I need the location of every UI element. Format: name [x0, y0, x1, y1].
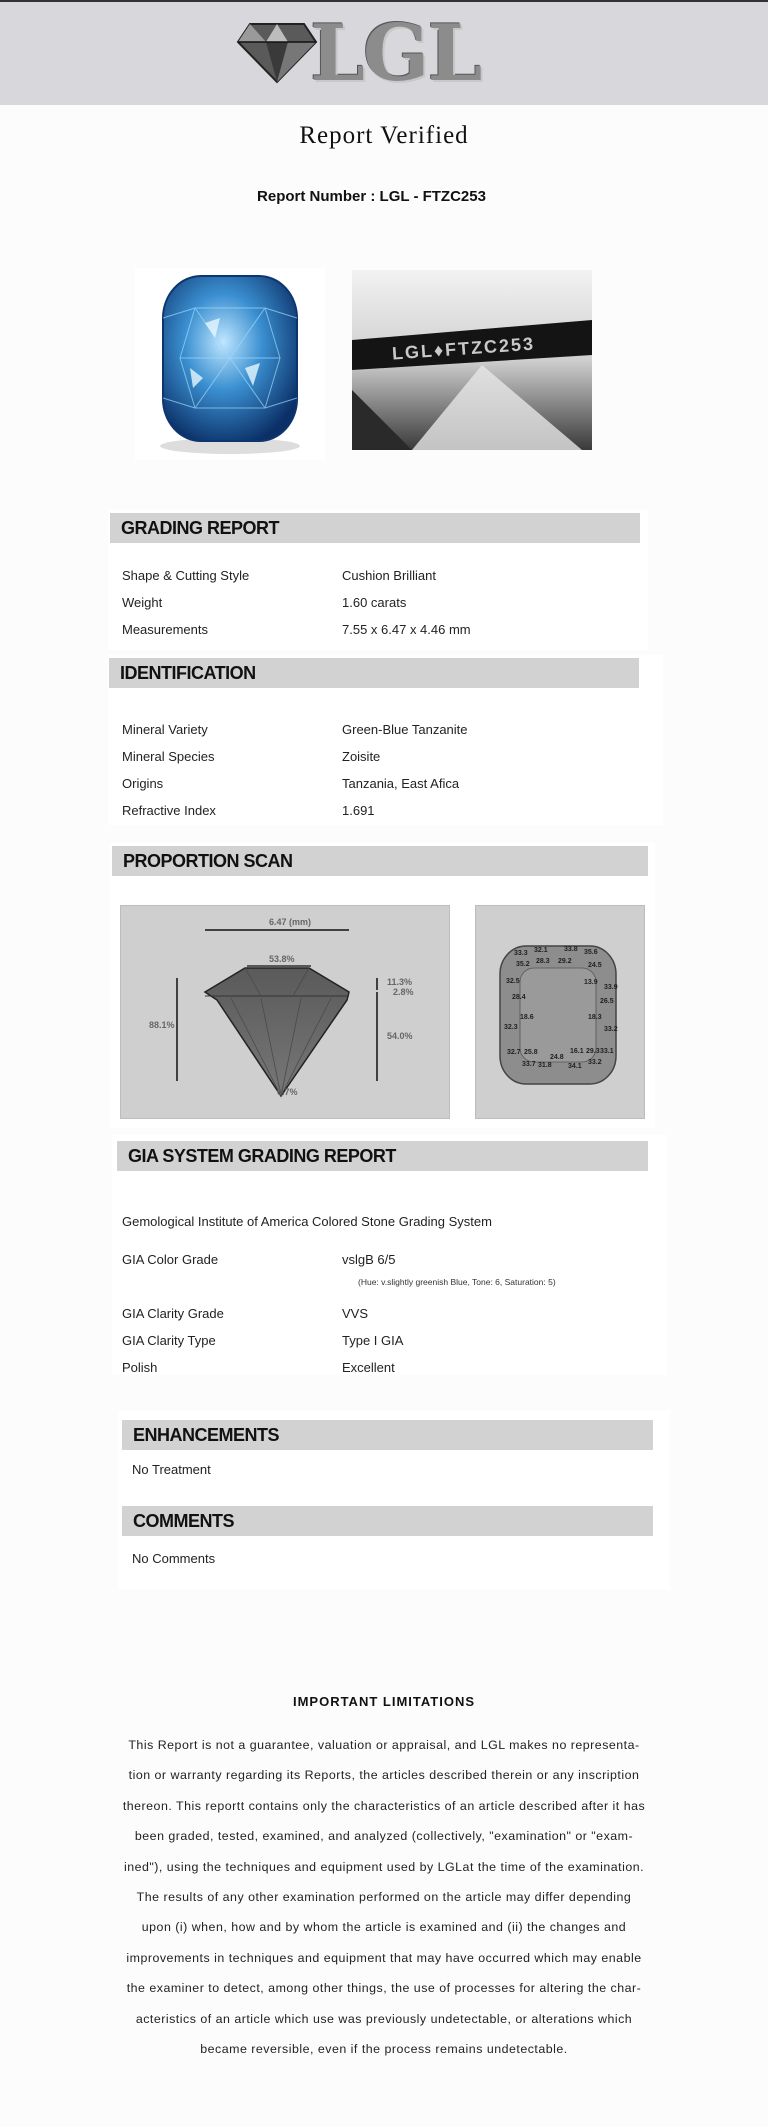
refractive-index-value: 1.691 [342, 803, 375, 818]
top-num: 34.1 [568, 1063, 582, 1070]
pavilion-pct-label: 54.0% [387, 1031, 413, 1041]
top-num: 33.9 [604, 984, 618, 991]
identification-heading: IDENTIFICATION [109, 658, 639, 688]
comments-value: No Comments [132, 1551, 216, 1566]
top-num: 35.6 [584, 949, 598, 956]
limitations-title: IMPORTANT LIMITATIONS [292, 1694, 476, 1709]
top-num: 32.5 [506, 978, 520, 985]
logo-text: LGL [310, 8, 481, 99]
measurements-value: 7.55 x 6.47 x 4.46 mm [342, 622, 471, 637]
gia-heading: GIA SYSTEM GRADING REPORT [117, 1141, 648, 1171]
mineral-variety-label: Mineral Variety [122, 722, 208, 737]
page-title: Report Verified [299, 122, 469, 149]
measurements-label: Measurements [122, 622, 208, 637]
top-num: 33.2 [588, 1059, 602, 1066]
limitations-body [80, 1730, 688, 2064]
lgl-logo [230, 8, 530, 99]
gia-subtitle: Gemological Institute of America Colored Stone Grading System [122, 1214, 492, 1229]
origins-label: Origins [122, 776, 164, 791]
top-view [475, 905, 645, 1119]
top-num: 31.8 [538, 1062, 552, 1069]
inscription-text: LGL♦FTZC253 [391, 333, 536, 364]
diamond-icon [236, 22, 318, 84]
gia-clarity-type-value: Type I GIA [342, 1333, 404, 1348]
width-label: 6.47 (mm) [269, 917, 312, 927]
limitations-line: the examiner to detect, among other things, the use of processes for altering the char- [126, 1981, 642, 1996]
top-num: 26.5 [600, 998, 614, 1005]
mineral-variety-value: Green-Blue Tanzanite [342, 722, 468, 737]
enhancements-heading: ENHANCEMENTS [122, 1420, 653, 1450]
top-num: 33.1 [600, 1048, 614, 1055]
gia-clarity-grade-label: GIA Clarity Grade [122, 1306, 224, 1321]
top-num: 13.9 [584, 979, 598, 986]
crown-pct-label: 11.3% [387, 977, 413, 987]
top-num: 29.2 [558, 958, 572, 965]
limitations-line: improvements in techniques and equipment that may have occurred which may enable [126, 1950, 642, 1965]
top-num: 25.8 [524, 1049, 538, 1056]
limitations-line: been graded, tested, examined, and analyzed (collectively, "examination" or "exam- [134, 1829, 634, 1844]
top-num: 24.8 [550, 1054, 564, 1061]
refractive-index-label: Refractive Index [122, 803, 216, 818]
mineral-species-value: Zoisite [342, 749, 381, 764]
profile-view [120, 905, 450, 1119]
gia-color-label: GIA Color Grade [122, 1252, 219, 1267]
inscription-photo [352, 270, 592, 450]
top-num: 32.7 [507, 1049, 521, 1056]
top-num: 28.4 [512, 994, 526, 1001]
limitations-line: ined"), using the techniques and equipment used by LGLat the time of the examination. [123, 1859, 645, 1874]
limitations-line: upon (i) when, how and by whom the article is examined and (ii) the changes and [141, 1920, 627, 1935]
comments-heading: COMMENTS [122, 1506, 653, 1536]
polish-value: Excellent [342, 1360, 395, 1375]
gia-color-note: (Hue: v.slightly greenish Blue, Tone: 6, Saturation: 5) [358, 1277, 556, 1287]
top-num: 33.2 [604, 1026, 618, 1033]
top-num: 16.1 [570, 1048, 584, 1055]
weight-label: Weight [122, 595, 163, 610]
proportion-scan-heading: PROPORTION SCAN [112, 846, 648, 876]
shape-value: Cushion Brilliant [342, 568, 436, 583]
depth-pct-label: 88.1% [149, 1020, 175, 1030]
limitations-line: The results of any other examination performed on the article may differ depending [136, 1890, 632, 1905]
limitations-line: This Report is not a guarantee, valuation or appraisal, and LGL makes no representa- [128, 1738, 640, 1752]
top-num: 28.3 [536, 958, 550, 965]
girdle-pct-label: 2.8% [393, 987, 414, 997]
gia-color-value: vslgB 6/5 [342, 1252, 396, 1267]
top-num: 24.5 [588, 962, 602, 969]
culet-pct-label: 0.7% [277, 1087, 298, 1097]
report-number: Report Number : LGL - FTZC253 [257, 188, 486, 205]
gem-photo [135, 268, 325, 460]
top-num: 32.1 [534, 947, 548, 954]
top-num: 33.7 [522, 1061, 536, 1068]
limitations-line: acteristics of an article which use was previously undetectable, or alterations which [135, 2011, 633, 2026]
top-num: 35.2 [516, 961, 530, 968]
weight-value: 1.60 carats [342, 595, 407, 610]
top-num: 29.3 [586, 1048, 600, 1055]
top-num: 33.3 [514, 950, 528, 957]
limitations-line: became reversible, even if the process remains undetectable. [200, 2042, 568, 2057]
mineral-species-label: Mineral Species [122, 749, 215, 764]
shape-label: Shape & Cutting Style [122, 568, 250, 583]
gia-clarity-type-label: GIA Clarity Type [122, 1333, 216, 1348]
limitations-line: tion or warranty regarding its Reports, the articles described therein or any inscription [128, 1768, 640, 1783]
top-num: 33.8 [564, 946, 578, 953]
enhancements-value: No Treatment [132, 1462, 211, 1477]
top-num: 32.3 [504, 1024, 518, 1031]
top-num: 18.6 [520, 1014, 534, 1021]
grading-report-heading: GRADING REPORT [110, 513, 640, 543]
header-banner [0, 0, 768, 105]
gia-clarity-grade-value: VVS [342, 1306, 369, 1321]
table-pct-label: 53.8% [269, 954, 295, 964]
origins-value: Tanzania, East Afica [342, 776, 460, 791]
limitations-line: thereon. This reportt contains only the characteristics of an article described after it has [122, 1798, 646, 1813]
top-num: 18.3 [588, 1014, 602, 1021]
polish-label: Polish [122, 1360, 158, 1375]
